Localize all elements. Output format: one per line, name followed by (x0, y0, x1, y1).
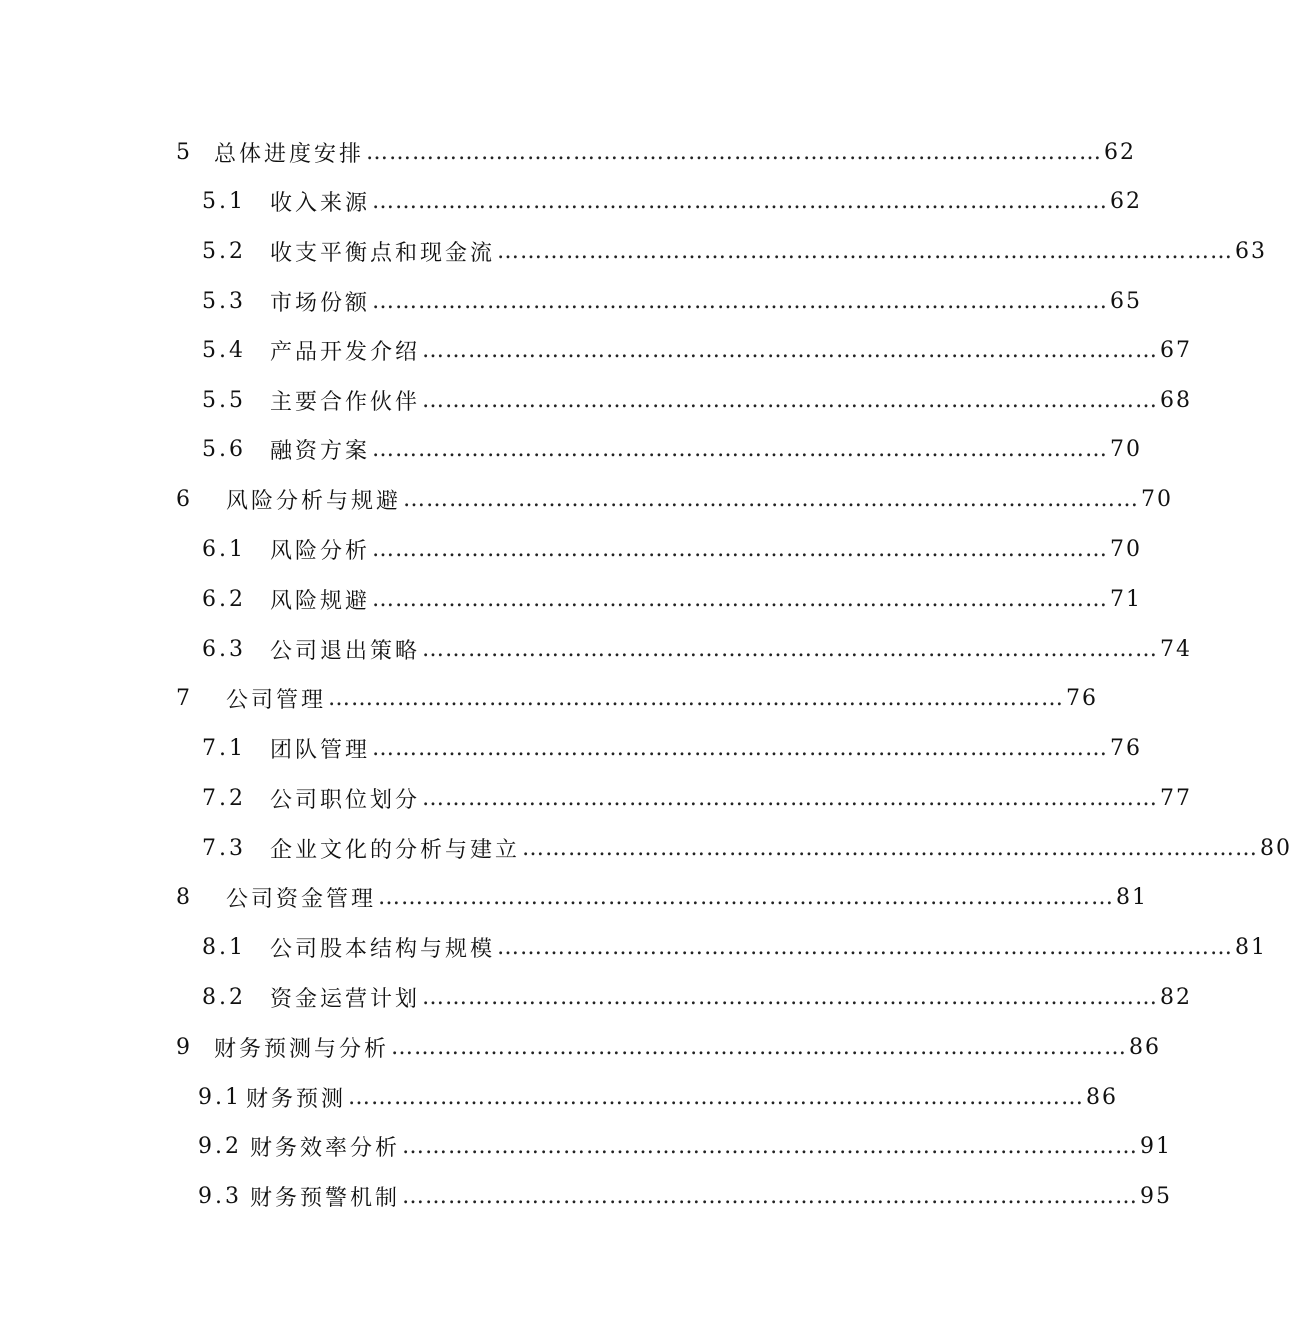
toc-entry-title: 公司股本结构与规模 (270, 936, 496, 962)
toc-entry-7[interactable] (176, 681, 1099, 715)
toc-leader-dots: …………………………………………………………………………………… (402, 1183, 1139, 1209)
toc-entry-page: 86 (1129, 1034, 1162, 1060)
toc-entry-number: 9.1 (198, 1084, 242, 1110)
toc-entry-page: 62 (1104, 139, 1137, 165)
toc-entry-number: 9 (176, 1034, 193, 1060)
toc-entry-number: 6 (176, 486, 193, 512)
toc-entry-page: 81 (1116, 884, 1149, 910)
toc-leader-dots: …………………………………………………………………………………… (372, 288, 1109, 314)
toc-entry-title: 总体进度安排 (214, 141, 365, 167)
toc-leader-dots: …………………………………………………………………………………… (403, 486, 1140, 512)
toc-entry-6-3[interactable] (202, 632, 1193, 666)
toc-entry-8-2[interactable] (202, 980, 1193, 1014)
toc-entry-page: 70 (1110, 536, 1143, 562)
toc-entry-number: 9.3 (198, 1183, 242, 1209)
toc-entry-number: 5.3 (202, 288, 246, 314)
toc-entry-title: 财务效率分析 (250, 1135, 401, 1161)
toc-entry-5-4[interactable] (202, 333, 1193, 367)
toc-entry-page: 95 (1140, 1183, 1173, 1209)
toc-entry-title: 团队管理 (270, 737, 371, 763)
toc-entry-page: 81 (1235, 934, 1268, 960)
toc-entry-page: 71 (1110, 586, 1143, 612)
toc-entry-title: 财务预测 (246, 1086, 347, 1112)
toc-entry-number: 8.1 (202, 934, 246, 960)
toc-entry-title: 收入来源 (270, 190, 371, 216)
toc-leader-dots: …………………………………………………………………………………… (497, 934, 1234, 960)
toc-entry-number: 9.2 (198, 1133, 242, 1159)
toc-entry-page: 76 (1066, 685, 1099, 711)
toc-entry-title: 企业文化的分析与建立 (270, 837, 521, 863)
toc-entry-6-2[interactable] (202, 582, 1143, 616)
toc-entry-page: 74 (1160, 636, 1193, 662)
toc-entry-title: 风险分析 (270, 538, 371, 564)
toc-leader-dots: …………………………………………………………………………………… (378, 884, 1115, 910)
toc-entry-page: 91 (1140, 1133, 1173, 1159)
toc-leader-dots: …………………………………………………………………………………… (348, 1084, 1085, 1110)
toc-entry-page: 76 (1110, 735, 1143, 761)
toc-leader-dots: …………………………………………………………………………………… (372, 536, 1109, 562)
toc-entry-page: 80 (1260, 835, 1292, 861)
toc-entry-title: 市场份额 (270, 290, 371, 316)
toc-entry-5-5[interactable] (202, 383, 1193, 417)
toc-entry-number: 7.2 (202, 785, 246, 811)
toc-entry-number: 5.4 (202, 337, 246, 363)
toc-entry-number: 7.3 (202, 835, 246, 861)
toc-entry-8-1[interactable] (202, 930, 1268, 964)
toc-entry-number: 5.2 (202, 238, 246, 264)
toc-entry-6[interactable] (176, 482, 1174, 516)
toc-leader-dots: …………………………………………………………………………………… (497, 238, 1234, 264)
toc-entry-title: 融资方案 (270, 438, 371, 464)
toc-entry-5-1[interactable] (202, 184, 1143, 218)
toc-entry-title: 公司资金管理 (226, 886, 377, 912)
toc-entry-number: 7.1 (202, 735, 246, 761)
toc-entry-9[interactable] (176, 1030, 1162, 1064)
toc-entry-title: 风险规避 (270, 588, 371, 614)
toc-entry-page: 70 (1141, 486, 1174, 512)
toc-leader-dots: …………………………………………………………………………………… (372, 188, 1109, 214)
toc-entry-title: 风险分析与规避 (226, 488, 402, 514)
toc-leader-dots: …………………………………………………………………………………… (422, 636, 1159, 662)
toc-entry-title: 主要合作伙伴 (270, 389, 421, 415)
toc-entry-9-2[interactable] (198, 1129, 1173, 1163)
toc-entry-title: 产品开发介绍 (270, 339, 421, 365)
toc-leader-dots: …………………………………………………………………………………… (328, 685, 1065, 711)
toc-leader-dots: …………………………………………………………………………………… (522, 835, 1259, 861)
toc-leader-dots: …………………………………………………………………………………… (372, 436, 1109, 462)
toc-entry-number: 8 (176, 884, 193, 910)
toc-entry-page: 65 (1110, 288, 1143, 314)
toc-entry-number: 5.1 (202, 188, 246, 214)
toc-entry-5-3[interactable] (202, 284, 1143, 318)
toc-entry-page: 62 (1110, 188, 1143, 214)
toc-entry-number: 6.1 (202, 536, 246, 562)
toc-leader-dots: …………………………………………………………………………………… (372, 586, 1109, 612)
toc-entry-title: 资金运营计划 (270, 986, 421, 1012)
toc-entry-title: 公司退出策略 (270, 638, 421, 664)
toc-leader-dots: …………………………………………………………………………………… (422, 785, 1159, 811)
toc-entry-page: 68 (1160, 387, 1193, 413)
toc-entry-5-6[interactable] (202, 432, 1143, 466)
toc-entry-number: 5 (176, 139, 193, 165)
toc-entry-number: 7 (176, 685, 193, 711)
toc-entry-number: 8.2 (202, 984, 246, 1010)
toc-leader-dots: …………………………………………………………………………………… (422, 387, 1159, 413)
toc-entry-page: 82 (1160, 984, 1193, 1010)
toc-leader-dots: …………………………………………………………………………………… (422, 984, 1159, 1010)
toc-entry-number: 5.5 (202, 387, 246, 413)
toc-leader-dots: …………………………………………………………………………………… (366, 139, 1103, 165)
toc-entry-page: 67 (1160, 337, 1193, 363)
toc-entry-5-2[interactable] (202, 234, 1268, 268)
toc-entry-8[interactable] (176, 880, 1149, 914)
toc-entry-7-3[interactable] (202, 831, 1292, 865)
toc-entry-5[interactable] (176, 135, 1137, 169)
toc-entry-number: 6.2 (202, 586, 246, 612)
toc-entry-6-1[interactable] (202, 532, 1143, 566)
toc-entry-title: 公司职位划分 (270, 787, 421, 813)
toc-entry-number: 5.6 (202, 436, 246, 462)
toc-entry-title: 财务预测与分析 (214, 1036, 390, 1062)
toc-leader-dots: …………………………………………………………………………………… (402, 1133, 1139, 1159)
toc-entry-7-2[interactable] (202, 781, 1193, 815)
toc-entry-9-3[interactable] (198, 1179, 1173, 1213)
toc-entry-9-1[interactable] (198, 1080, 1119, 1114)
toc-entry-7-1[interactable] (202, 731, 1143, 765)
toc-entry-page: 63 (1235, 238, 1268, 264)
toc-leader-dots: …………………………………………………………………………………… (391, 1034, 1128, 1060)
toc-leader-dots: …………………………………………………………………………………… (372, 735, 1109, 761)
toc-entry-title: 财务预警机制 (250, 1185, 401, 1211)
toc-entry-title: 收支平衡点和现金流 (270, 240, 496, 266)
toc-entry-number: 6.3 (202, 636, 246, 662)
toc-entry-page: 86 (1086, 1084, 1119, 1110)
toc-entry-title: 公司管理 (226, 687, 327, 713)
toc-entry-page: 77 (1160, 785, 1193, 811)
toc-leader-dots: …………………………………………………………………………………… (422, 337, 1159, 363)
toc-entry-page: 70 (1110, 436, 1143, 462)
